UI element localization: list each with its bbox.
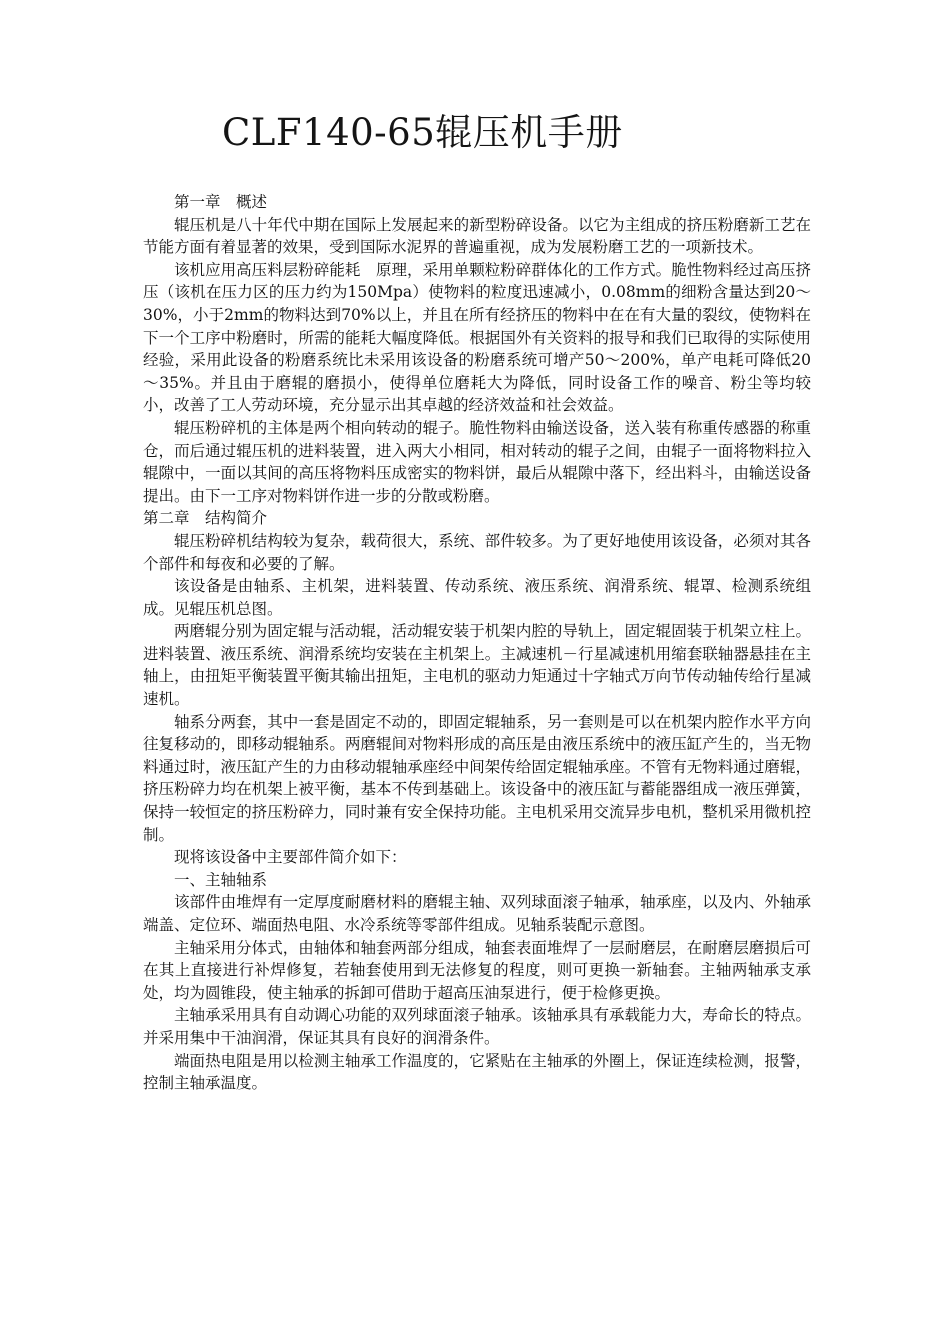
chapter-heading: 第一章 概述 — [174, 193, 268, 211]
paragraph: 主轴采用分体式，由轴体和轴套两部分组成，轴套表面堆焊了一层耐磨层，在耐磨层磨损后可在其上直接进行补焊修复，若轴套使用到无法修复的程度，则可更换一新轴套。主轴两轴承支承处，均为圆锥段，使主轴承的拆卸可借助于超高压油泵进行，便于检修更换。 — [143, 938, 811, 1002]
paragraph: 该机应用高压料层粉碎能耗 原理，采用单颗粒粉碎群体化的工作方式。脆性物料经过高压挤压（该机在压力区的压力约为150Mpa）使物料的粒度迅速减小，0.08mm的细粉含量达到20～30%，小于2mm的物料达到70%以上，并且在所有经挤压的物料中在在有大量的裂纹，使物料在下一个工序中粉磨时，所需的能耗大幅度降低。根据国外有关资料的报导和我们已取得的实际使用经验，采用此设备的粉磨系统比未采用该设备的粉磨系统可增产50～200%，单产电耗可降低20～35%。并且由于磨辊的磨损小，使得单位磨耗大为降低，同时设备工作的噪音、粉尘等均较小，改善了工人劳动环境，充分显示出其卓越的经济效益和社会效益。 — [143, 260, 811, 415]
paragraph: 辊压粉碎机结构较为复杂，载荷很大，系统、部件较多。为了更好地使用该设备，必须对其各个部件和每夜和必要的了解。 — [143, 531, 811, 573]
paragraph: 该设备是由轴系、主机架，进料装置、传动系统、液压系统、润滑系统、辊罩、检测系统组成。见辊压机总图。 — [143, 577, 811, 618]
section-heading: 一、主轴轴系 — [174, 870, 268, 889]
paragraph: 该部件由堆焊有一定厚度耐磨材料的磨辊主轴、双列球面滚子轴承，轴承座，以及内、外轴承端盖、定位环、端面热电阻、水冷系统等零部件组成。见轴系装配示意图。 — [143, 893, 811, 934]
chapter-heading: 第二章 结构简介 — [143, 509, 268, 528]
paragraph: 主轴承采用具有自动调心功能的双列球面滚子轴承。该轴承具有承载能力大，寿命长的特点。并采用集中干油润滑，保证其具有良好的润滑条件。 — [143, 1006, 811, 1047]
document-title: CLF140-65辊压机手册 — [222, 111, 623, 154]
paragraph: 两磨辊分别为固定辊与活动辊，活动辊安装于机架内腔的导轨上，固定辊固装于机架立柱上。进料装置、液压系统、润滑系统均安装在主机架上。主减速机－行星减速机用缩套联轴器悬挂在主轴上，由扭矩平衡装置平衡其输出扭矩，主电机的驱动力矩通过十字轴式万向节传动轴传给行星减速机。 — [143, 622, 811, 709]
paragraph: 现将该设备中主要部件简介如下： — [174, 848, 407, 867]
paragraph: 轴系分两套，其中一套是固定不动的，即固定辊轴系，另一套则是可以在机架内腔作水平方向往复移动的，即移动辊轴系。两磨辊间对物料形成的高压是由液压系统中的液压缸产生的，当无物料通过时，液压缸产生的力由移动辊轴承座经中间架传给固定辊轴承座。不管有无物料通过磨辊，挤压粉碎力均在机架上被平衡，基本不传到基础上。该设备中的液压缸与蓄能器组成一液压弹簧，保持一较恒定的挤压粉碎力，同时兼有安全保持功能。主电机采用交流异步电机，整机采用微机控制。 — [143, 712, 811, 844]
paragraph: 端面热电阻是用以检测主轴承工作温度的，它紧贴在主轴承的外圈上，保证连续检测，报警，控制主轴承温度。 — [143, 1051, 811, 1093]
paragraph: 辊压粉碎机的主体是两个相向转动的辊子。脆性物料由输送设备，送入装有称重传感器的称重仓，而后通过辊压机的进料装置，进入两大小相同，相对转动的辊子之间，由辊子一面将物料拉入辊隙中，一面以其间的高压将物料压成密实的物料饼，最后从辊隙中落下，经出料斗，由输送设备提出。由下一工序对物料饼作进一步的分散或粉磨。 — [143, 418, 811, 505]
document-body — [143, 191, 811, 1095]
paragraph: 辊压机是八十年代中期在国际上发展起来的新型粉碎设备。以它为主组成的挤压粉磨新工艺在节能方面有着显著的效果，受到国际水泥界的普遍重视，成为发展粉磨工艺的一项新技术。 — [143, 215, 811, 257]
